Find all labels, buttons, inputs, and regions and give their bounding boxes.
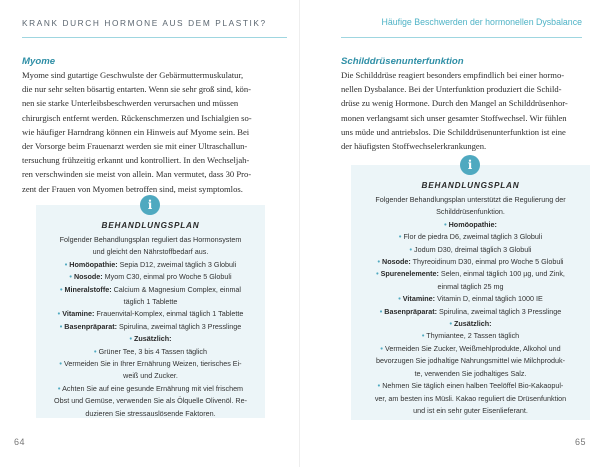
box-intro-line: Folgender Behandlungsplan unterstützt die Regulierung der [375, 195, 566, 204]
box-content [351, 194, 590, 417]
list-item: • Basenpräparat: Spirulina, zweimal täglich 3 Presslinge [379, 306, 562, 316]
info-icon: i [460, 155, 480, 175]
list-item: • Basenpräparat: Spirulina, zweimal täglich 3 Presslinge [59, 321, 242, 331]
text-line: Myome sind gutartige Geschwulste der Gebärmuttermuskulatur, [22, 70, 244, 80]
list-item: • Spurenelemente: Selen, einmal täglich 100 µg, und Zink, [376, 269, 565, 279]
header-rule-left [22, 37, 287, 38]
text-line: nellen Dysbalance. Bei der Unterfunktion produziert die Schild- [341, 84, 562, 95]
text-line: ren verschwinden sie meist von allein. Man vermutet, dass 30 Pro- [22, 169, 252, 180]
list-item-continuation: täglich 1 Tablette [123, 297, 178, 307]
page-number-right: 65 [574, 437, 586, 447]
section-heading-myome: Myome [22, 56, 56, 67]
box-intro-line: und gleicht den Nährstoffbedarf aus. [92, 247, 209, 257]
text-line: chirurgisch entfernt werden. Rückenschmerzen und Ischialgien so- [22, 112, 252, 123]
list-item: • Mineralstoffe: Calcium & Magnesium Complex, einmal [59, 284, 242, 294]
box-intro-line: Schilddrüsenfunktion. [436, 207, 505, 217]
text-line: der häufigsten Stoffwechselerkrankungen. [341, 141, 487, 152]
running-header-left: KRANK DURCH HORMONE AUS DEM PLASTIK? [22, 18, 267, 28]
running-header-right: Häufige Beschwerden der hormonellen Dysbalance [381, 17, 582, 27]
box-title: BEHANDLUNGSPLAN [101, 221, 200, 230]
text-line: tersuchung frühzeitig erkannt und kontrolliert. In den Wechseljah- [22, 155, 250, 166]
list-item: • Zusätzlich: [129, 334, 172, 344]
list-item: • Jodum D30, dreimal täglich 3 Globuli [409, 244, 532, 254]
list-item: • Nosode: Thyreoidinum D30, einmal pro Woche 5 Globuli [377, 257, 564, 267]
list-item: • Nosode: Myom C30, einmal pro Woche 5 Globuli [69, 272, 232, 282]
list-item: • Homöopathie: [444, 219, 497, 229]
section-heading-schilddruese: Schilddrüsenunterfunktion [341, 56, 464, 67]
list-item-continuation: weiß und Zucker. [123, 371, 178, 381]
list-item: • Flor de piedra D6, zweimal täglich 3 Globuli [398, 232, 543, 242]
list-item: • Vitamine: Vitamin D, einmal täglich 1000 IE [398, 294, 543, 304]
text-line: die nur sehr selten bösartig entarten. Wenn sie sehr groß sind, kön- [22, 84, 251, 95]
header-rule-right [341, 37, 582, 38]
text-line: monen verlangsamt sich unser gesamter Stoffwechsel. Wir fühlen [341, 112, 567, 123]
text-line: nen sie starke Unterleibsbeschwerden verursachen und müssen [22, 98, 239, 109]
info-icon: i [140, 195, 160, 215]
box-intro-line: Folgender Behandlungsplan reguliert das Hormonsystem [59, 235, 242, 244]
body-text-schilddruese [341, 68, 568, 153]
box-title: BEHANDLUNGSPLAN [421, 181, 520, 190]
list-item-continuation: duzieren Sie stressauslösende Faktoren. [85, 408, 216, 418]
list-item-continuation: Obst und Gemüse, verwenden Sie als Ölquelle Olivenöl. Re- [54, 396, 247, 406]
list-item-continuation: einmal täglich 25 mg [437, 281, 504, 291]
list-item-continuation: ver, am besten ins Müsli. Kakao reguliert die Drüsenfunktion [374, 393, 567, 403]
list-item: • Thymiantee, 2 Tassen täglich [421, 331, 520, 341]
list-item: • Grüner Tee, 3 bis 4 Tassen täglich [94, 346, 207, 356]
text-line: zent der Frauen von Myomen betroffen sind, meist symptomlos. [22, 183, 243, 194]
list-item-continuation: bevorzugen Sie jodhaltige Nahrungsmittel wie Milchproduk- [376, 356, 565, 366]
list-item: • Homöopathie: Sepia D12, zweimal täglich 3 Globuli [64, 259, 237, 269]
text-line: uns müde und antriebslos. Die Schilddrüsenunterfunktion ist eine [341, 126, 566, 137]
right-page [300, 0, 600, 467]
list-item: • Vermeiden Sie in Ihrer Ernährung Weizen, tierisches Ei- [59, 359, 242, 369]
list-item-continuation: und ist ein sehr guter Eisenlieferant. [413, 405, 528, 415]
list-item: • Achten Sie auf eine gesunde Ernährung mit viel frischem [57, 383, 244, 393]
text-line: drüse zu wenig Hormone. Durch den Mangel an Schilddrüsenhor- [341, 98, 568, 109]
text-line: Die Schilddrüse reagiert besonders empfindlich bei einer hormo- [341, 70, 565, 80]
list-item: • Vitamine: Frauenvital-Komplex, einmal täglich 1 Tablette [57, 309, 244, 319]
list-item: • Zusätzlich: [449, 319, 492, 329]
text-line: der Vorsorge beim Frauenarzt werden sie mit einer Ultraschallun- [22, 141, 248, 152]
list-item-continuation: te, verwenden Sie jodhaltiges Salz. [414, 368, 527, 378]
treatment-plan-box-right [351, 158, 590, 420]
body-text-myome [22, 68, 252, 196]
list-item: • Vermeiden Sie Zucker, Weißmehlprodukte, Alkohol und [380, 343, 561, 353]
list-item: • Nehmen Sie täglich einen halben Teelöffel Bio-Kakaopul- [377, 381, 564, 391]
box-content [36, 234, 265, 420]
treatment-plan-box-left [36, 198, 265, 418]
text-line: wie häufiger Harndrang können ein Hinweis auf Myome sein. Bei [22, 126, 250, 137]
page-number-left: 64 [14, 437, 26, 447]
